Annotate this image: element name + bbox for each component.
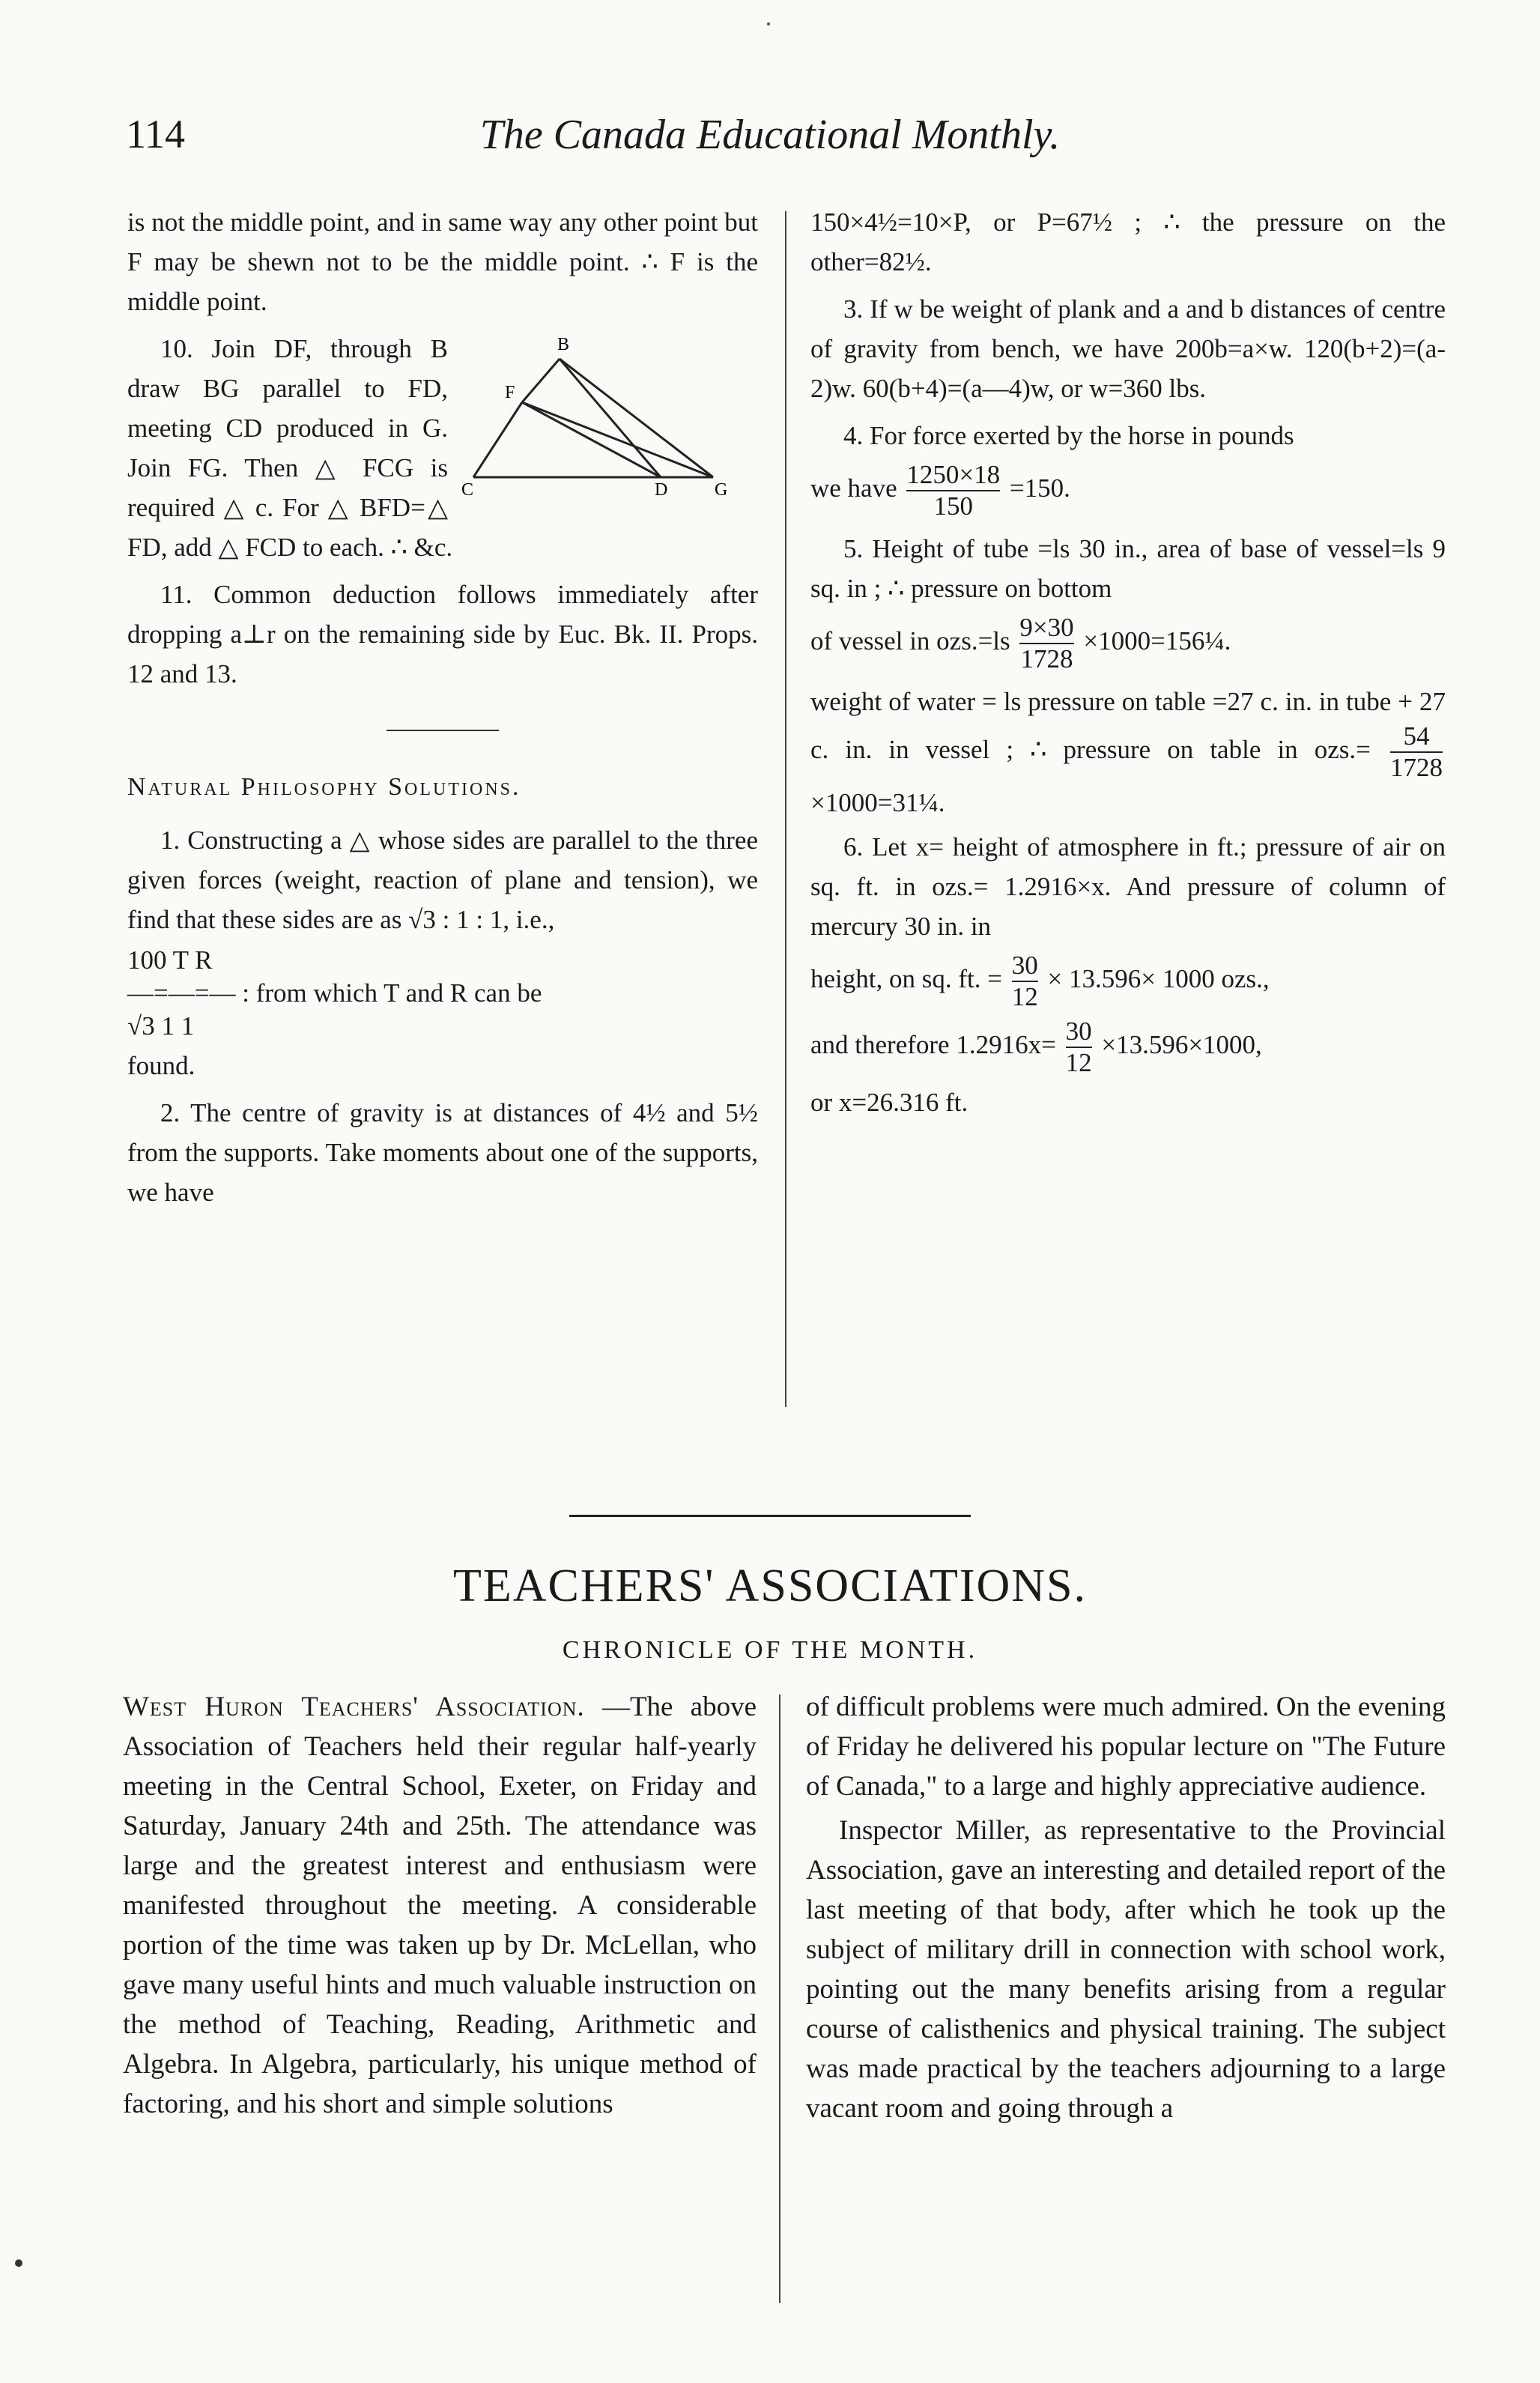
fraction-6-numerator: 30 bbox=[1011, 951, 1038, 980]
association-body: —The above Association of Teachers held their regular half-yearly meeting in the Central School, Exeter, on Friday and Saturday, January 24th and 25th. The attendance was large and the greatest interest and enthusiasm were manifested throughout the meeting. A considerable portion of the time was taken up by Dr. McLellan, who gave many useful hints and much valuable instruction on the method of Teaching, Reading, Arithmetic and Algebra. In Algebra, particularly, his unique method of factoring, and his short and simple solutions bbox=[123, 1692, 757, 2119]
label-f: F bbox=[505, 383, 515, 402]
formula-6b-suffix: ×13.596×1000, bbox=[1101, 1030, 1262, 1060]
paragraph-11: 11. Common deduction follows immediately after dropping a⊥r on the remaining side by Euc. Bk. II. Props. 12 and 13. bbox=[127, 580, 758, 688]
fraction-6b-denominator: 12 bbox=[1065, 1048, 1092, 1077]
solution-6-formula bbox=[810, 951, 1446, 1012]
fraction-5b-denominator: 1728 bbox=[1390, 753, 1443, 782]
line-cf bbox=[473, 402, 522, 477]
section-heading: Natural Philosophy Solutions. bbox=[127, 773, 521, 801]
solution-1: 1. Constructing a △ whose sides are parallel to the three given forces (weight, reaction of plane and tension), we find that these sides are as √3 : 1 : 1, i.e., bbox=[127, 826, 758, 934]
line-bd bbox=[560, 359, 661, 477]
line-fd bbox=[522, 402, 661, 477]
section-divider bbox=[386, 730, 499, 731]
solution-6: 6. Let x= height of atmosphere in ft.; pressure of air on sq. ft. in ozs.= 1.2916×x. And pressure of column of mercury 30 in. in bbox=[810, 832, 1446, 941]
right-column-top bbox=[810, 202, 1446, 1130]
fraction-6b bbox=[1066, 1017, 1092, 1078]
label-c: C bbox=[461, 480, 474, 500]
fraction-4-denominator: 150 bbox=[933, 491, 974, 521]
triangle-diagram bbox=[458, 329, 758, 516]
paragraph-10 bbox=[127, 329, 758, 567]
column-rule-top bbox=[785, 211, 786, 1407]
solution-5: 5. Height of tube =ls 30 in., area of base of vessel=ls 9 sq. in ; ∴ pressure on bottom bbox=[810, 534, 1446, 603]
solution-5-formula bbox=[810, 613, 1446, 674]
line-fg bbox=[522, 402, 713, 477]
geometry-figure bbox=[458, 329, 758, 516]
continued-paragraph: of difficult problems were much admired. On the evening of Friday he delivered his popular lecture on "The Future of Canada," to a large and highly appreciative audience. bbox=[806, 1692, 1446, 1802]
fraction-6 bbox=[1012, 951, 1038, 1012]
formula-6-prefix: height, on sq. ft. = bbox=[810, 964, 1002, 994]
fraction-5b bbox=[1390, 721, 1443, 783]
solution-3: 3. If w be weight of plank and a and b distances of centre of gravity from bench, we have 200b=a×w. 120(b+2)=(a-2)w. 60(b+4)=(a—4)w, or w=360 lbs. bbox=[810, 294, 1446, 403]
margin-dot bbox=[15, 2259, 22, 2267]
page-header bbox=[0, 111, 1540, 163]
formula-5b-text: weight of water = ls pressure on table =27 c. in. in tube + 27 c. in. in vessel ; ∴ pressure on table in ozs.= bbox=[810, 687, 1446, 765]
ratio-top: 100 T R bbox=[127, 945, 213, 975]
label-d: D bbox=[655, 480, 668, 500]
fraction-4 bbox=[906, 460, 1000, 521]
line-bg bbox=[560, 359, 713, 477]
solution-4-formula bbox=[810, 460, 1446, 521]
formula-6b-prefix: and therefore 1.2916x= bbox=[810, 1030, 1056, 1060]
ratio-middle: —=—=— : from which T and R can be bbox=[127, 978, 542, 1008]
fraction-5-denominator: 1728 bbox=[1020, 644, 1073, 673]
running-title: The Canada Educational Monthly. bbox=[479, 112, 1061, 158]
right-column-bottom bbox=[806, 1687, 1446, 2133]
formula-4-suffix: =150. bbox=[1009, 473, 1070, 503]
solution-6-result: or x=26.316 ft. bbox=[810, 1088, 968, 1117]
solution-5b bbox=[810, 682, 1446, 823]
section-subtitle: CHRONICLE OF THE MONTH. bbox=[562, 1636, 978, 1664]
fraction-5-numerator: 9×30 bbox=[1019, 613, 1074, 642]
fraction-5b-numerator: 54 bbox=[1403, 721, 1430, 751]
formula-5b-suffix: ×1000=31¼. bbox=[810, 788, 945, 817]
column-rule-bottom bbox=[779, 1695, 780, 2303]
left-column-bottom bbox=[123, 1687, 757, 2128]
solution-6b-formula bbox=[810, 1017, 1446, 1078]
formula-4-prefix: we have bbox=[810, 473, 897, 503]
solution-1-found: found. bbox=[127, 1051, 195, 1080]
speck bbox=[767, 22, 770, 25]
ratio-bottom: √3 1 1 bbox=[127, 1011, 195, 1041]
inspector-paragraph: Inspector Miller, as representative to the Provincial Association, gave an interesting and detailed report of the last meeting of that body, after which he took up the subject of military drill in connection with school work, pointing out the many benefits arising from a regular course of calisthenics and physical training. The subject was made practical by the teachers adjourning to a large vacant room and going through a bbox=[806, 1815, 1446, 2124]
section-title: TEACHERS' ASSOCIATIONS. bbox=[452, 1560, 1088, 1611]
fraction-5 bbox=[1019, 613, 1073, 674]
fraction-6-denominator: 12 bbox=[1011, 982, 1038, 1011]
solution-1-ratio bbox=[127, 944, 758, 1043]
paragraph-intro: is not the middle point, and in same way any other point but F may be shewn not to be the middle point. ∴ F is the middle point. bbox=[127, 208, 758, 316]
paragraph-10-text: 10. Join DF, through B draw BG parallel to FD, meeting CD produced in G. Join FG. Then △ FCG is required △ c. For △ BFD=△ FD, add △ FCD to each. ∴ &c. bbox=[127, 334, 453, 562]
label-g: G bbox=[715, 480, 728, 500]
fraction-6b-numerator: 30 bbox=[1065, 1017, 1092, 1046]
formula-5-prefix: of vessel in ozs.=ls bbox=[810, 626, 1010, 656]
association-name: West Huron Teachers' Association. bbox=[123, 1692, 585, 1722]
solution-2: 2. The centre of gravity is at distances of 4½ and 5½ from the supports. Take moments about one of the supports, we have bbox=[127, 1098, 758, 1207]
line-fb bbox=[522, 359, 560, 402]
formula-6-suffix: × 13.596× 1000 ozs., bbox=[1047, 964, 1270, 994]
section-rule bbox=[569, 1515, 971, 1517]
label-b: B bbox=[557, 335, 570, 354]
solution-4: 4. For force exerted by the horse in pounds bbox=[843, 421, 1294, 450]
left-column-top bbox=[127, 202, 758, 1220]
formula-5-suffix: ×1000=156¼. bbox=[1083, 626, 1231, 656]
association-paragraph bbox=[123, 1687, 757, 2124]
solution-2-continued: 150×4½=10×P, or P=67½ ; ∴ the pressure on the other=82½. bbox=[810, 208, 1446, 276]
fraction-4-numerator: 1250×18 bbox=[906, 460, 1001, 489]
page-number: 114 bbox=[126, 112, 185, 157]
